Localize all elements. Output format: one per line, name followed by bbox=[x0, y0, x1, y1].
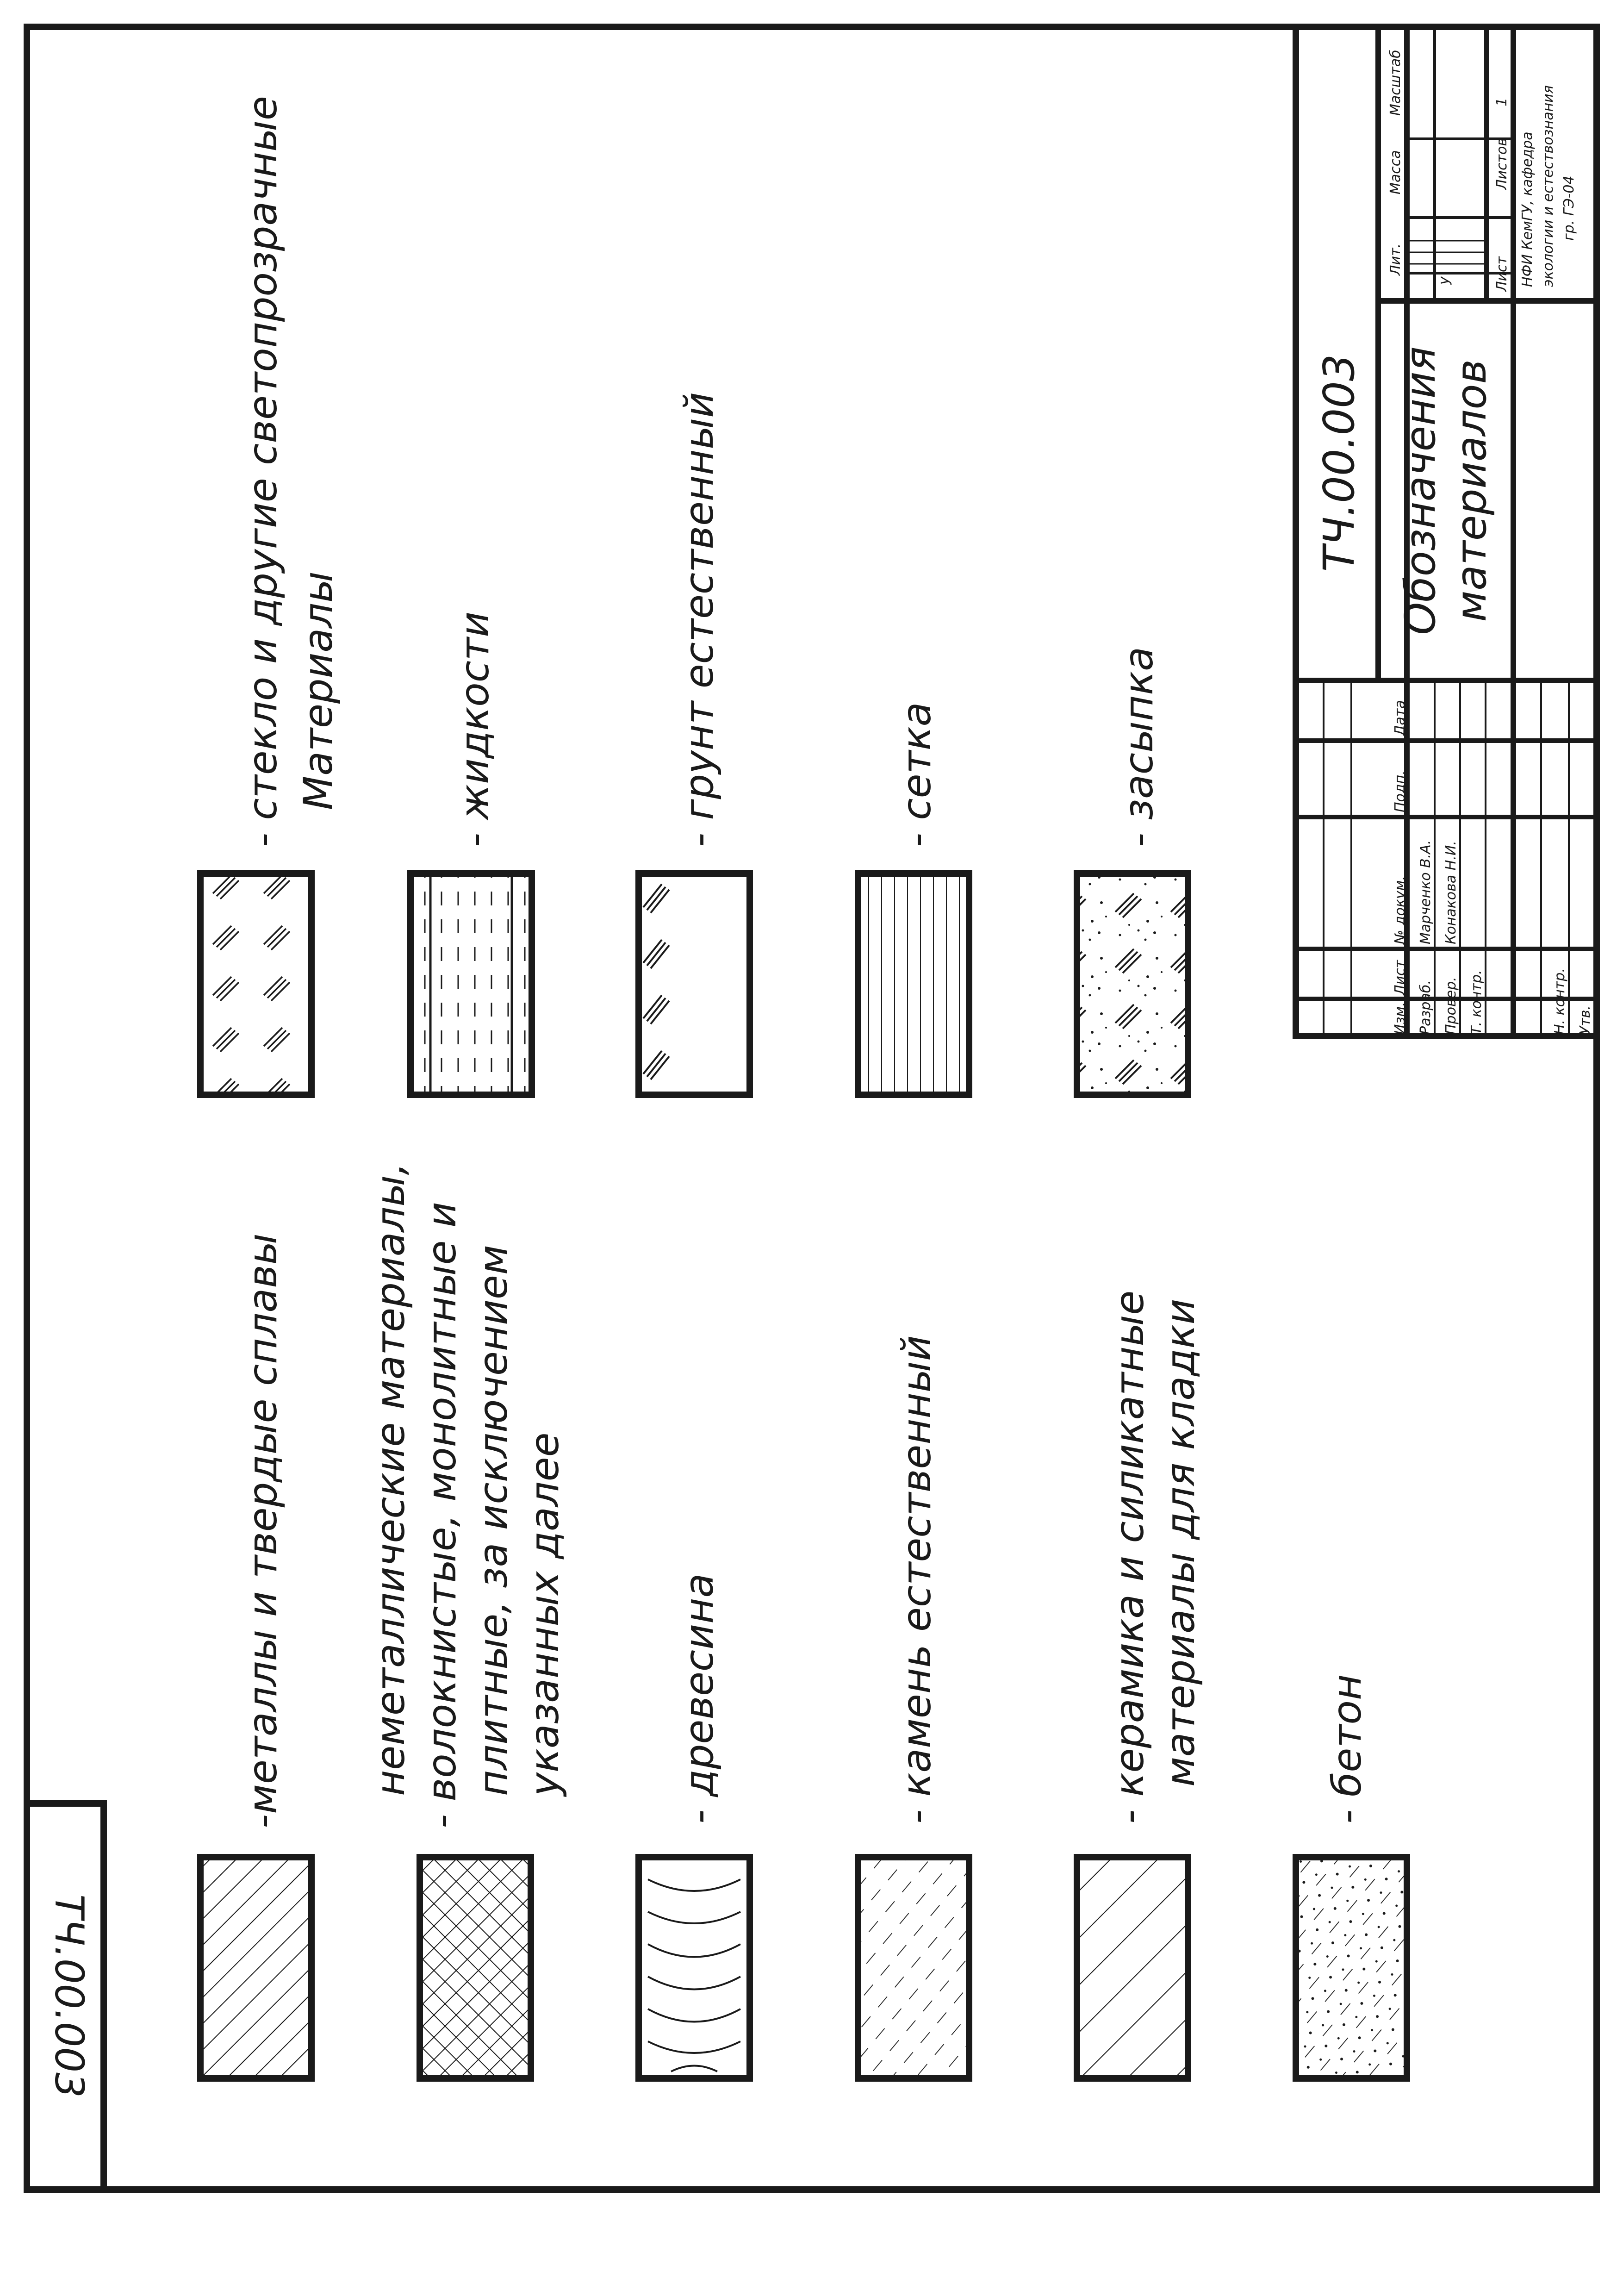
label-glass-2: Материалы bbox=[295, 571, 342, 810]
col-header-date: Дата bbox=[1392, 700, 1408, 736]
label-stone: - камень естественный bbox=[894, 1335, 940, 1824]
org-line-1: НФИ КемГУ, кафедра bbox=[1519, 131, 1536, 287]
sheet-label: Лист bbox=[1494, 256, 1510, 292]
mass-label: Масса bbox=[1387, 150, 1404, 194]
role-checker: Провер. bbox=[1443, 977, 1459, 1035]
title-block-title-1: Обозначения bbox=[1396, 346, 1445, 635]
label-soil: - грунт естественный bbox=[676, 392, 722, 847]
label-liquids: - жидкости bbox=[452, 611, 498, 847]
name-checker: Конакова Н.И. bbox=[1443, 841, 1459, 944]
col-header-sign: Подп. bbox=[1392, 770, 1408, 812]
sheets-value: 1 bbox=[1494, 97, 1510, 106]
title-block-code: ТЧ.00.003 bbox=[1314, 354, 1364, 572]
corner-stamp bbox=[27, 1803, 104, 2190]
title-block-title-2: материалов bbox=[1447, 359, 1496, 622]
sheets-label: Листов bbox=[1494, 137, 1510, 190]
label-nonmetal-2: - волокнистые, монолитные и bbox=[419, 1202, 465, 1828]
corner-code: ТЧ.00.003 bbox=[46, 1894, 92, 2098]
col-header-change: Изм. bbox=[1392, 1002, 1408, 1035]
label-concrete: - бетон bbox=[1324, 1674, 1370, 1824]
scale-label: Масштаб bbox=[1387, 50, 1404, 116]
org-line-3: гр. ГЭ-04 bbox=[1561, 175, 1577, 241]
legend-liquids bbox=[410, 611, 532, 1095]
label-ceramics-1: - керамика и силикатные bbox=[1107, 1290, 1153, 1824]
col-header-doc: № докум. bbox=[1392, 876, 1408, 944]
label-ceramics-2: материалы для кладки bbox=[1157, 1298, 1204, 1787]
legend-wood bbox=[639, 1573, 750, 2078]
legend-nonmetal bbox=[367, 1162, 568, 2078]
swatch-glass bbox=[200, 873, 311, 1095]
legend-stone bbox=[858, 1335, 969, 2078]
swatch-nonmetal bbox=[420, 1857, 531, 2078]
label-metals: -металлы и твердые сплавы bbox=[240, 1233, 286, 1828]
legend-glass bbox=[200, 96, 342, 1095]
swatch-metals bbox=[200, 1857, 311, 2078]
label-nonmetal-1: неметаллические материалы, bbox=[367, 1162, 414, 1796]
legend-metals bbox=[200, 1233, 311, 2078]
swatch-mesh bbox=[858, 873, 969, 1095]
role-approve: Утв. bbox=[1577, 1005, 1593, 1035]
legend-mesh bbox=[858, 702, 969, 1095]
swatch-stone bbox=[858, 1857, 969, 2078]
role-tech-control: Т. контр. bbox=[1468, 970, 1485, 1035]
lit-label: Лит. bbox=[1387, 243, 1404, 275]
label-backfill: - засыпка bbox=[1116, 647, 1162, 847]
label-glass-1: - стекло и другие светопрозрачные bbox=[240, 96, 286, 847]
label-nonmetal-4: указанных далее bbox=[522, 1432, 568, 1796]
role-developer: Разраб. bbox=[1418, 980, 1434, 1035]
legend-backfill bbox=[1077, 647, 1188, 1095]
label-mesh: - сетка bbox=[894, 702, 940, 847]
swatch-liquids bbox=[410, 873, 532, 1095]
swatch-concrete bbox=[1296, 1857, 1407, 2078]
title-block bbox=[1296, 27, 1597, 1036]
legend-soil bbox=[639, 392, 750, 1095]
org-line-2: экологии и естествознания bbox=[1540, 85, 1556, 287]
legend-concrete bbox=[1296, 1674, 1407, 2078]
role-norm-control: Н. контр. bbox=[1552, 968, 1568, 1035]
swatch-ceramics bbox=[1077, 1857, 1188, 2078]
col-header-sheet: Лист bbox=[1392, 960, 1408, 995]
name-developer: Марченко В.А. bbox=[1418, 840, 1434, 944]
legend-ceramics bbox=[1077, 1291, 1204, 2078]
label-wood: - древесина bbox=[676, 1573, 722, 1824]
label-nonmetal-3: плитные, за исключением bbox=[470, 1245, 516, 1796]
swatch-backfill bbox=[1077, 873, 1188, 1095]
lit-value: у bbox=[1436, 276, 1452, 285]
